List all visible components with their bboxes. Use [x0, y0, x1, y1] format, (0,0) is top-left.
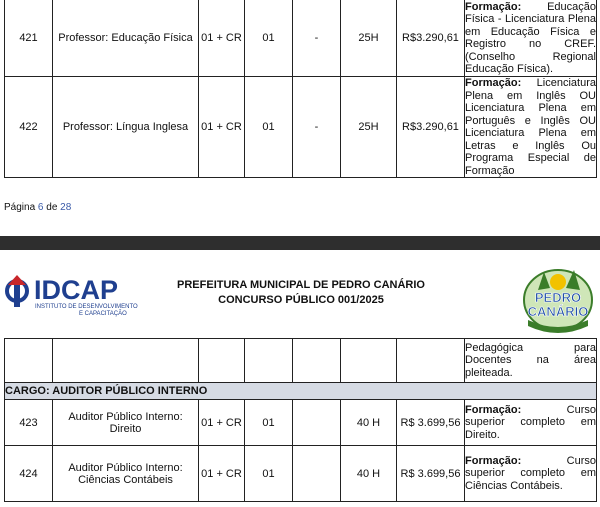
other-vacancies: -	[293, 77, 341, 178]
requirements	[465, 446, 597, 502]
pcd-vacancies: 01	[245, 77, 293, 178]
page-separator	[0, 236, 600, 250]
vacancies: 01 + CR	[199, 446, 245, 502]
requirements-label: Formação:	[465, 77, 522, 89]
document-page-6	[0, 0, 600, 236]
job-role: Auditor Público Interno: Ciências Contábeis	[53, 446, 199, 502]
requirements-label: Formação:	[465, 454, 522, 467]
table-row	[5, 400, 597, 446]
idcap-logo-subtitle-2: E CAPACITAÇÃO	[79, 311, 127, 317]
requirements-label: Formação:	[465, 403, 522, 416]
salary: R$ 3.699,56	[397, 446, 465, 502]
other-vacancies: -	[293, 0, 341, 77]
section-header-row	[5, 383, 597, 400]
table-row	[5, 446, 597, 502]
document-page-7	[0, 250, 600, 507]
requirements	[465, 77, 597, 178]
workload: 25H	[341, 77, 397, 178]
idcap-logo-subtitle-1: INSTITUTO DE DESENVOLVIMENTO	[35, 304, 138, 310]
vacancy-table-page-6	[4, 0, 597, 178]
pedro-canario-seal	[520, 260, 596, 336]
pcd-vacancies: 01	[245, 446, 293, 502]
vacancies: 01 + CR	[199, 77, 245, 178]
page-number-mid: de	[43, 202, 61, 213]
job-code: 423	[5, 400, 53, 446]
job-role: Auditor Público Interno: Direito	[53, 400, 199, 446]
other-vacancies	[293, 446, 341, 502]
contest-title: CONCURSO PÚBLICO 001/2025	[218, 294, 384, 306]
requirements	[465, 400, 597, 446]
vacancies: 01 + CR	[199, 0, 245, 77]
total-pages-link[interactable]: 28	[60, 202, 72, 213]
other-vacancies	[293, 400, 341, 446]
table-row-continuation	[5, 339, 597, 383]
requirements	[465, 0, 597, 77]
workload: 25H	[341, 0, 397, 77]
idcap-logo	[4, 271, 154, 321]
job-code: 421	[5, 0, 53, 77]
page-number	[4, 202, 71, 213]
job-code: 422	[5, 77, 53, 178]
salary: R$3.290,61	[397, 77, 465, 178]
table-row	[5, 0, 597, 77]
requirements-text: Curso superior completo em Ciências Contábeis.	[465, 454, 596, 492]
idcap-logo-text: IDCAP	[34, 275, 119, 305]
document-header-title	[160, 278, 442, 308]
section-title: CARGO: AUDITOR PÚBLICO INTERNO	[5, 383, 597, 400]
workload: 40 H	[341, 446, 397, 502]
requirements-label: Formação:	[465, 0, 522, 13]
requirements-text: Educação Física - Licenciatura Plena em Educação Física e Registro no CREF. (Conselho Regional Educação Física).	[465, 0, 596, 75]
salary: R$3.290,61	[397, 0, 465, 77]
seal-text-1: PEDRO	[534, 290, 582, 305]
salary: R$ 3.699,56	[397, 400, 465, 446]
requirements-text: Licenciatura Plena em Inglês OU Licenciatura Plena em Português e Inglês OU Licenciatura Plena em Letras e Inglês Ou Programa Especial de Formação	[465, 77, 596, 177]
idcap-emblem-icon	[7, 275, 27, 307]
table-row	[5, 77, 597, 178]
seal-text-2: CANÁRIO	[527, 304, 589, 319]
municipality-title: PREFEITURA MUNICIPAL DE PEDRO CANÁRIO	[177, 279, 425, 291]
vacancy-table-page-7	[4, 338, 597, 502]
job-role: Professor: Educação Física	[53, 0, 199, 77]
pcd-vacancies: 01	[245, 400, 293, 446]
requirements-text: Curso superior completo em Direito.	[465, 403, 596, 441]
page-number-prefix: Página	[4, 202, 38, 213]
vacancies: 01 + CR	[199, 400, 245, 446]
workload: 40 H	[341, 400, 397, 446]
job-code: 424	[5, 446, 53, 502]
job-role: Professor: Língua Inglesa	[53, 77, 199, 178]
current-page-link[interactable]: 6	[37, 202, 44, 213]
pcd-vacancies: 01	[245, 0, 293, 77]
requirements-continuation: Pedagógica para Docentes na área pleiteada.	[465, 339, 597, 383]
